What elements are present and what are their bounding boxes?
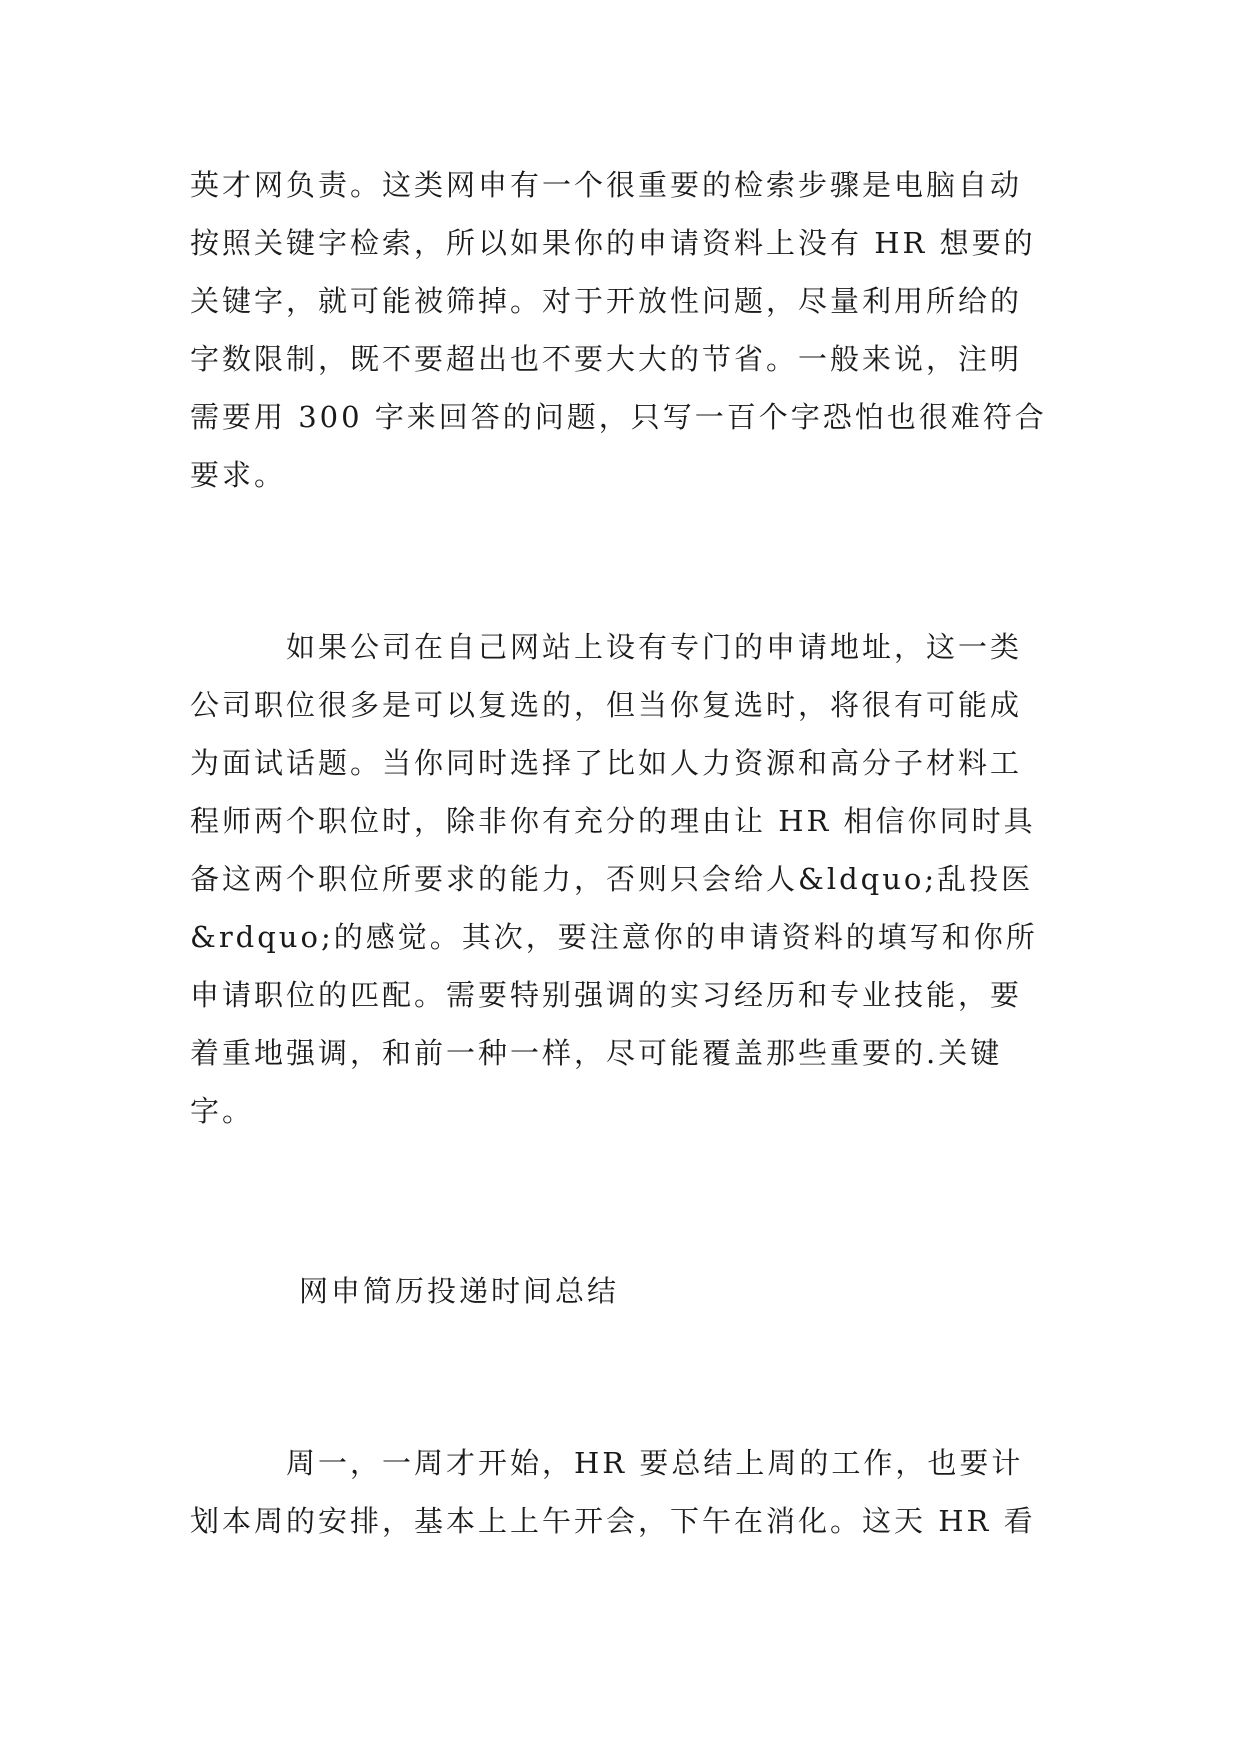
section-heading: 网申简历投递时间总结 bbox=[299, 1274, 620, 1308]
paragraph-company-website-application: 如果公司在自己网站上设有专门的申请地址，这一类 公司职位很多是可以复选的，但当你复选时，将很有可能成 为面试话题。当你同时选择了比如人力资源和高分子材料工 程师两个职位时，除非你有充分的理由让 HR 相信你同时具 备这两个职位所要求的能力，否则只会给人&ldquo;乱投医 &rdquo;的感觉。其次，要注意你的申请资料的填写和你所 申请职位的匹配。需要特别强调的实习经历和专业技能，要 着重地强调，和前一种一样，尽可能覆盖那些重要的.关键 字。 bbox=[190, 630, 1038, 1128]
paragraph-online-application-keywords: 英才网负责。这类网申有一个很重要的检索步骤是电脑自动 按照关键字检索，所以如果你的申请资料上没有 HR 想要的 关键字，就可能被筛掉。对于开放性问题，尽量利用所给的 字数限制，既不要超出也不要大大的节省。一般来说，注明 需要用 300 字来回答的问题，只写一百个字恐怕也很难符合 要求。 bbox=[190, 168, 1047, 492]
paragraph-monday: 周一，一周才开始，HR 要总结上周的工作，也要计 划本周的安排，基本上上午开会，下午在消化。这天 HR 看 bbox=[190, 1446, 1036, 1538]
